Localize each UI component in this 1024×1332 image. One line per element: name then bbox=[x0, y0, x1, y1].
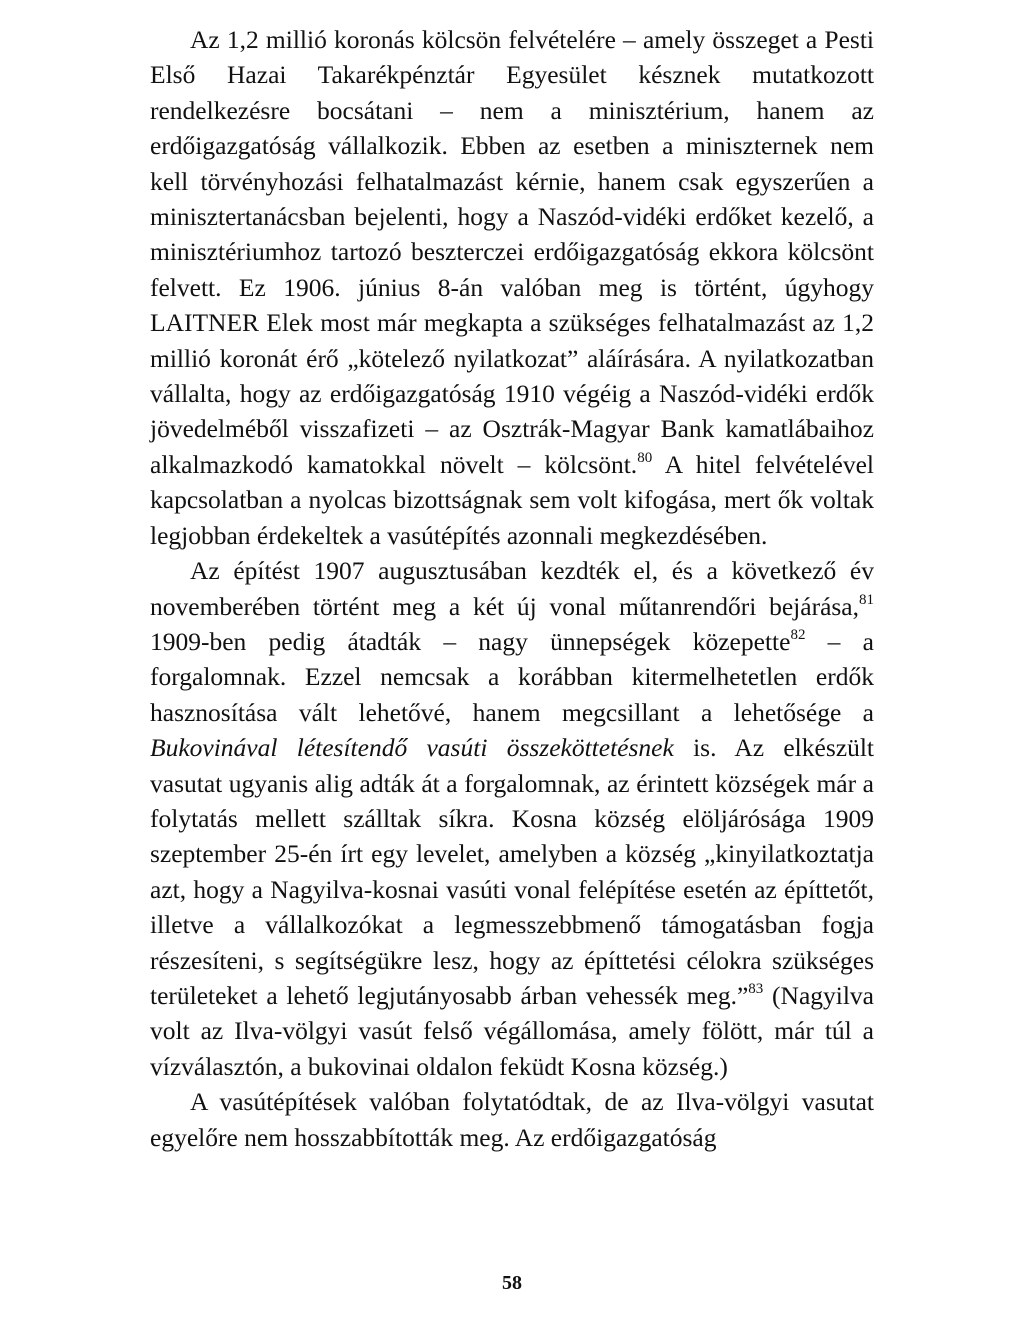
paragraph-1-text-a: Az 1,2 millió koronás kölcsön felvételére – amely összeget a Pesti Első Hazai Takarékpénztár Egyesület késznek mutatkozott rendelkezésre bocsátani – nem a minisztérium, hanem az erdőigazgatóság vállalkozik. Ebben az esetben a miniszternek nem kell törvényhozási felhatalmazást kérnie, hanem csak egyszerűen a minisztertanácsban bejelenti, hogy a Naszód-vidéki erdőket kezelő, a minisztériumhoz tartozó beszterczei erdőigazgatóság ekkora kölcsönt felvett. Ez 1906. június 8-án valóban meg is történt, úgyhogy LAITNER Elek most már megkapta a szükséges felhatalmazást az 1,2 millió koronát érő „kötelező nyilatkozat” aláírására. A nyilatkozatban vállalta, hogy az erdőigazgatóság 1910 végéig a Naszód-vidéki erdők jövedelméből visszafizeti – az Osztrák-Magyar Bank kamatlábaihoz alkalmazkodó kamatokkal növelt – kölcsönt. bbox=[150, 25, 874, 479]
footnote-ref-83: 83 bbox=[748, 980, 764, 997]
paragraph-1 bbox=[150, 22, 874, 553]
footnote-ref-80: 80 bbox=[637, 449, 653, 466]
paragraph-2-text-a: Az építést 1907 augusztusában kezdték el, és a következő év novemberében történt meg a két új vonal műtanrendőri bejárása, bbox=[150, 556, 874, 621]
paragraph-1-text-b: A hitel felvételével kapcsolatban a nyolcas bizottságnak sem volt kifogása, mert ők voltak legjobban érdekeltek a vasútépítés azonnali megkezdésében. bbox=[150, 449, 874, 550]
paragraph-3 bbox=[150, 1084, 874, 1155]
paragraph-3-text: A vasútépítések valóban folytatódtak, de az Ilva-völgyi vasutat egyelőre nem hosszabbították meg. Az erdőigazgatóság bbox=[150, 1087, 874, 1152]
footnote-ref-81: 81 bbox=[859, 591, 874, 608]
paragraph-2-text-e: (Nagyilva volt az Ilva-völgyi vasút felső végállomása, amely fölött, már túl a vízválasztón, a bukovinai oldalon feküdt Kosna község.) bbox=[150, 980, 874, 1081]
page-number: 58 bbox=[502, 1272, 522, 1294]
page-body bbox=[150, 22, 874, 1155]
paragraph-2-text-b: 1909-ben pedig átadták – nagy ünnepségek közepette bbox=[150, 626, 791, 656]
paragraph-2-text-c: – a forgalomnak. Ezzel nemcsak a korábban kitermelhetetlen erdők hasznosítása vált lehetővé, hanem megcsillant a lehetősége a bbox=[150, 626, 874, 727]
paragraph-2 bbox=[150, 553, 874, 1084]
italic-phrase: Bukovinával létesítendő vasúti összeköttetésnek bbox=[150, 733, 674, 763]
footnote-ref-82: 82 bbox=[790, 626, 806, 643]
paragraph-2-text-d: is. Az elkészült vasutat ugyanis alig adták át a forgalomnak, az érintett községek már a folytatás mellett szálltak síkra. Kosna község elöljárósága 1909 szeptember 25-én írt egy levelet, amelyben a község „kinyilatkoztatja azt, hogy a Nagyilva-kosnai vasúti vonal felépítése esetén az építtetőt, illetve a vállalkozókat a legmesszebbmenő támogatásban fogja részesíteni, s segítségükre lesz, hogy az építtetési célokra szükséges területeket a lehető legjutányosabb árban vehessék meg.” bbox=[150, 733, 874, 1010]
